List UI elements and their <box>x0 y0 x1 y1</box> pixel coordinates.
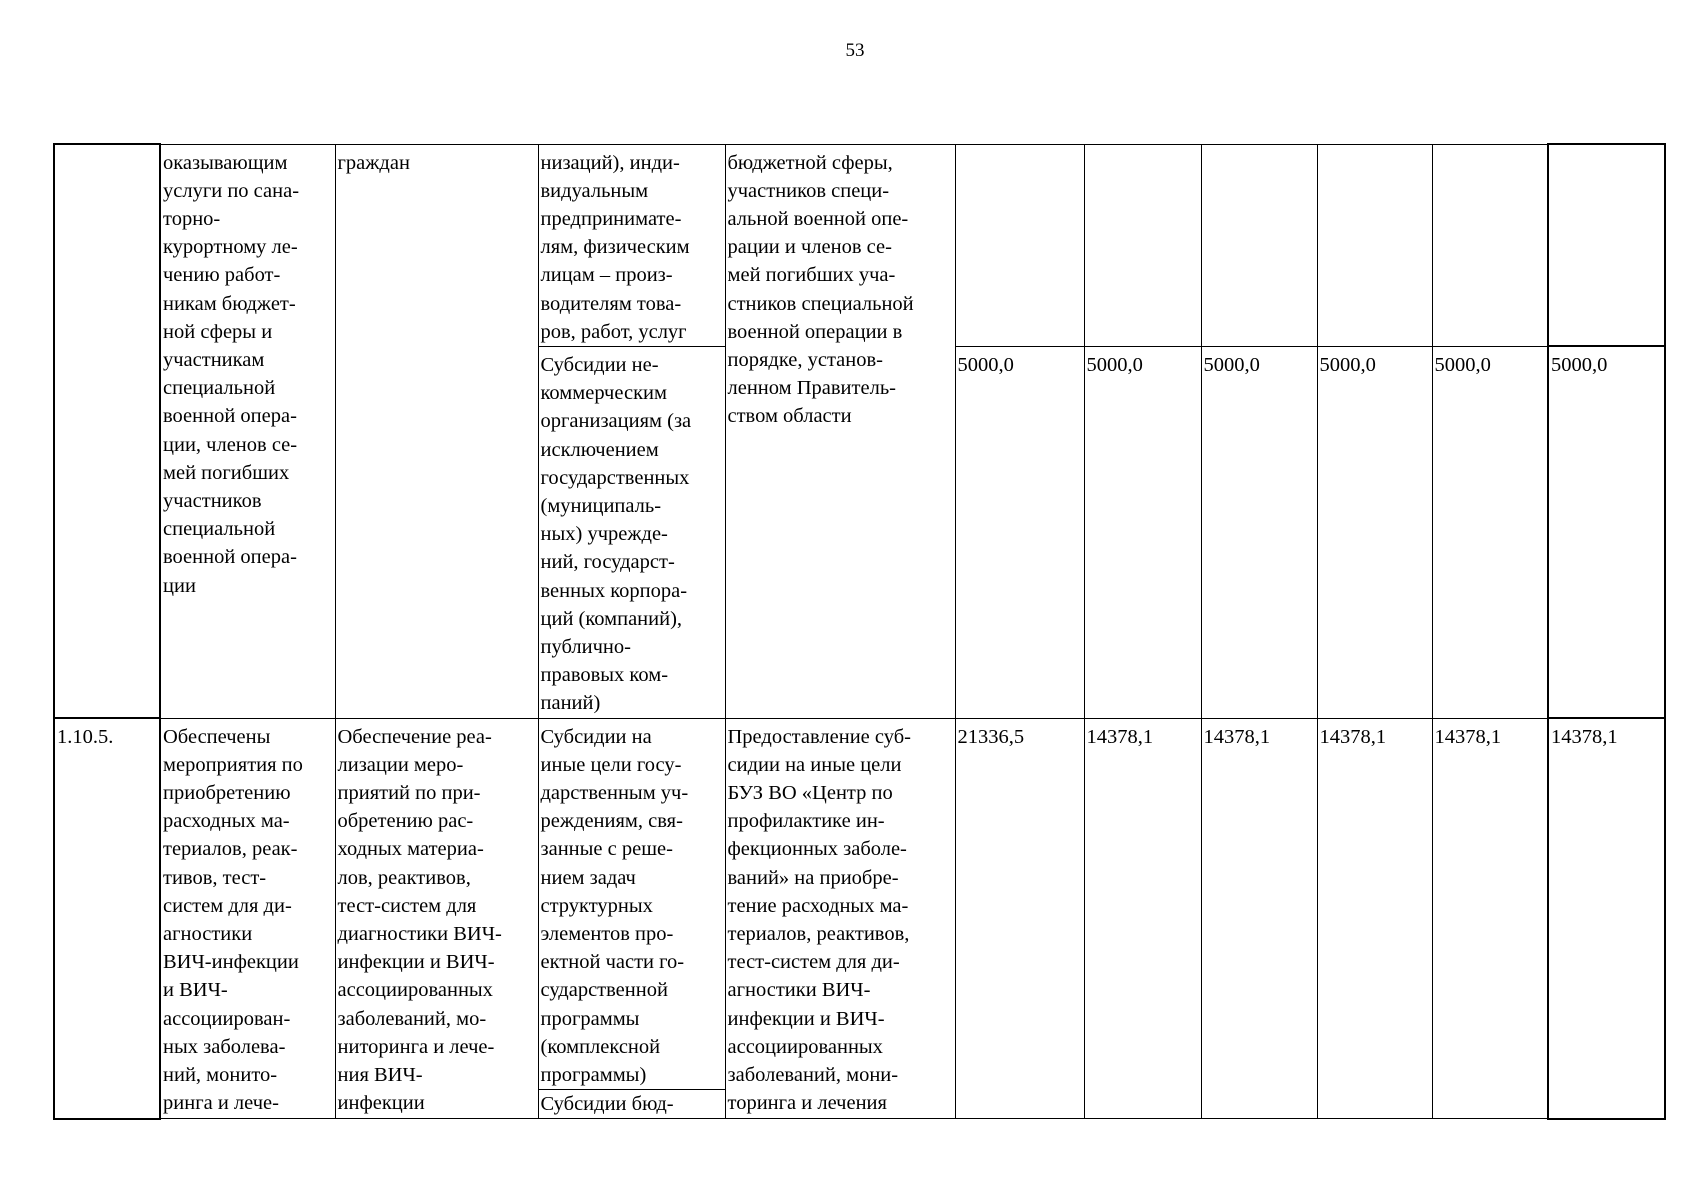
cell-text-line: государственных <box>540 466 690 489</box>
cell-text-line: специальной <box>163 518 276 541</box>
description-cell <box>725 718 955 1119</box>
cell-text-line: ектной части го- <box>540 951 685 974</box>
cell-text-line: (комплексной <box>540 1035 661 1058</box>
cell-text-line: Обеспечены <box>163 725 271 748</box>
value-cell-empty <box>955 144 1084 346</box>
cell-text-line: оказывающим <box>163 151 288 174</box>
cell-text-line: программы) <box>540 1064 647 1086</box>
cell-text-line: приобретению <box>163 781 291 804</box>
cell-text-line: участников <box>163 489 262 512</box>
value-cell-empty <box>1084 144 1201 346</box>
cell-text-line: нием задач <box>540 866 636 889</box>
value-cell: 14378,1 <box>1317 718 1432 1119</box>
cell-text-line: специальной <box>163 377 276 400</box>
cell-text-line: систем для ди- <box>163 894 292 917</box>
cell-text-line: ных) учрежде- <box>540 523 668 546</box>
cell-text-line: программы <box>540 1007 640 1030</box>
value-cell: 5000,0 <box>1317 346 1432 718</box>
cell-text-line: торинга и лечения <box>727 1092 887 1115</box>
cell-text-line: Субсидии не- <box>540 353 659 376</box>
cell-text-line: военной операции в <box>727 320 903 343</box>
expense-type-cell <box>538 718 725 1090</box>
cell-text-line: стников специальной <box>727 292 914 315</box>
cell-text-line: тение расходных ма- <box>727 894 909 917</box>
cell-text-line: (муниципаль- <box>540 494 662 517</box>
cell-text-line: инфекции <box>337 1092 425 1115</box>
cell-text-line: граждан <box>337 151 410 174</box>
cell-text-line: лизации меро- <box>337 753 464 776</box>
measure-cell <box>335 144 538 718</box>
cell-text-line: агностики <box>163 922 253 945</box>
cell-text-line: тивов, тест- <box>163 866 267 889</box>
cell-text-line: ниторинга и лече- <box>337 1035 495 1058</box>
cell-text-line: услуги по сана- <box>163 179 300 202</box>
expense-type-cell <box>538 346 725 718</box>
value-cell: 5000,0 <box>955 346 1084 718</box>
cell-text-line: низаций), инди- <box>540 151 680 174</box>
cell-text-line: паний) <box>540 692 601 715</box>
cell-text-line: Обеспечение реа- <box>337 725 492 748</box>
cell-text-line: Субсидии бюд- <box>540 1093 674 1116</box>
value-cell: 5000,0 <box>1432 346 1548 718</box>
description-cell <box>725 144 955 718</box>
cell-text-line: ной сферы и <box>163 320 273 343</box>
cell-text-line: ния ВИЧ- <box>337 1064 423 1086</box>
cell-text-line: ваний» на приобре- <box>727 866 899 889</box>
cell-text-line: тест-систем для ди- <box>727 951 900 974</box>
cell-text-line: мей погибших <box>163 461 290 484</box>
cell-text-line: венных корпора- <box>540 579 688 602</box>
cell-text-line: ассоциирован- <box>163 1007 291 1030</box>
cell-text-line: реждениям, свя- <box>540 810 683 833</box>
cell-text-line: правовых ком- <box>540 664 669 687</box>
value-cell: 14378,1 <box>1201 718 1317 1119</box>
cell-text-line: участникам <box>163 348 265 371</box>
cell-text-line: торно- <box>163 207 221 230</box>
cell-text-line: рации и членов се- <box>727 236 892 259</box>
value-cell-empty <box>1432 144 1548 346</box>
cell-text-line: териалов, реактивов, <box>727 922 910 945</box>
cell-text-line: структурных <box>540 894 653 917</box>
value-cell-empty <box>1548 144 1665 346</box>
cell-text-line: предпринимате- <box>540 207 682 230</box>
expense-type-cell <box>538 1090 725 1119</box>
cell-text-line: ных заболева- <box>163 1035 286 1058</box>
table-row <box>54 718 1665 1090</box>
cell-text-line: Предоставление суб- <box>727 725 911 748</box>
cell-text-line: тест-систем для <box>337 894 477 917</box>
cell-text-line: ходных материа- <box>337 838 484 861</box>
result-cell <box>160 718 335 1119</box>
cell-text-line: териалов, реак- <box>163 838 298 861</box>
cell-text-line: ний, монито- <box>163 1064 278 1086</box>
value-cell: 5000,0 <box>1201 346 1317 718</box>
cell-text-line: мей погибших уча- <box>727 264 896 287</box>
cell-text-line: ров, работ, услуг <box>540 320 687 343</box>
budget-table <box>53 143 1666 1120</box>
cell-text-line: заболеваний, мони- <box>727 1064 899 1086</box>
cell-text-line: ВИЧ-инфекции <box>163 951 299 974</box>
value-cell: 14378,1 <box>1084 718 1201 1119</box>
cell-text-line: ством области <box>727 405 852 428</box>
cell-text-line: чению работ- <box>163 264 281 287</box>
cell-text-line: коммерческим <box>540 382 667 405</box>
expense-type-cell <box>538 144 725 346</box>
value-cell: 5000,0 <box>1084 346 1201 718</box>
cell-text-line: элементов про- <box>540 922 674 945</box>
value-cell: 5000,0 <box>1548 346 1665 718</box>
cell-text-line: диагностики ВИЧ- <box>337 922 502 945</box>
cell-text-line: и ВИЧ- <box>163 979 228 1002</box>
cell-text-line: мероприятия по <box>163 753 303 776</box>
row-code-cell: 1.10.5. <box>54 718 160 1119</box>
cell-text-line: ции <box>163 574 196 597</box>
value-cell: 21336,5 <box>955 718 1084 1119</box>
cell-text-line: видуальным <box>540 179 649 202</box>
cell-text-line: занные с реше- <box>540 838 673 861</box>
cell-text-line: военной опера- <box>163 546 297 569</box>
measure-cell <box>335 718 538 1119</box>
cell-text-line: ции, членов се- <box>163 433 298 456</box>
cell-text-line: ленном Правитель- <box>727 377 896 400</box>
cell-text-line: инфекции и ВИЧ- <box>727 1007 885 1030</box>
cell-text-line: ассоциированных <box>727 1035 883 1058</box>
cell-text-line: дарственным уч- <box>540 781 689 804</box>
cell-text-line: альной военной опе- <box>727 207 909 230</box>
cell-text-line: ассоциированных <box>337 979 493 1002</box>
cell-text-line: лицам – произ- <box>540 264 673 287</box>
cell-text-line: военной опера- <box>163 405 297 428</box>
value-cell: 14378,1 <box>1548 718 1665 1119</box>
cell-text-line: ций (компаний), <box>540 607 683 630</box>
cell-text-line: бюджетной сферы, <box>727 151 893 174</box>
cell-text-line: организациям (за <box>540 410 692 433</box>
cell-text-line: водителям това- <box>540 292 682 315</box>
cell-text-line: курортному ле- <box>163 236 298 259</box>
cell-text-line: приятий по при- <box>337 781 481 804</box>
row-code-cell <box>54 144 160 718</box>
cell-text-line: инфекции и ВИЧ- <box>337 951 495 974</box>
cell-text-line: сударственной <box>540 979 668 1002</box>
cell-text-line: участников специ- <box>727 179 890 202</box>
cell-text-line: ний, государст- <box>540 551 675 574</box>
cell-text-line: обретению рас- <box>337 810 474 833</box>
cell-text-line: порядке, установ- <box>727 348 884 371</box>
cell-text-line: профилактике ин- <box>727 810 885 833</box>
cell-text-line: сидии на иные цели <box>727 753 902 776</box>
cell-text-line: расходных ма- <box>163 810 290 833</box>
page-number: 53 <box>845 40 865 61</box>
value-cell: 14378,1 <box>1432 718 1548 1119</box>
result-cell <box>160 144 335 718</box>
value-cell-empty <box>1317 144 1432 346</box>
cell-text-line: исключением <box>540 438 659 461</box>
table-row <box>54 144 1665 346</box>
cell-text-line: заболеваний, мо- <box>337 1007 487 1030</box>
cell-text-line: лям, физическим <box>540 236 690 259</box>
cell-text-line: агностики ВИЧ- <box>727 979 871 1002</box>
cell-text-line: БУЗ ВО «Центр по <box>727 781 893 804</box>
value-cell-empty <box>1201 144 1317 346</box>
cell-text-line: иные цели госу- <box>540 753 682 776</box>
cell-text-line: Субсидии на <box>540 725 652 748</box>
cell-text-line: лов, реактивов, <box>337 866 471 889</box>
cell-text-line: никам бюджет- <box>163 292 296 315</box>
cell-text-line: публично- <box>540 635 631 658</box>
cell-text-line: ринга и лече- <box>163 1092 279 1115</box>
cell-text-line: фекционных заболе- <box>727 838 907 861</box>
